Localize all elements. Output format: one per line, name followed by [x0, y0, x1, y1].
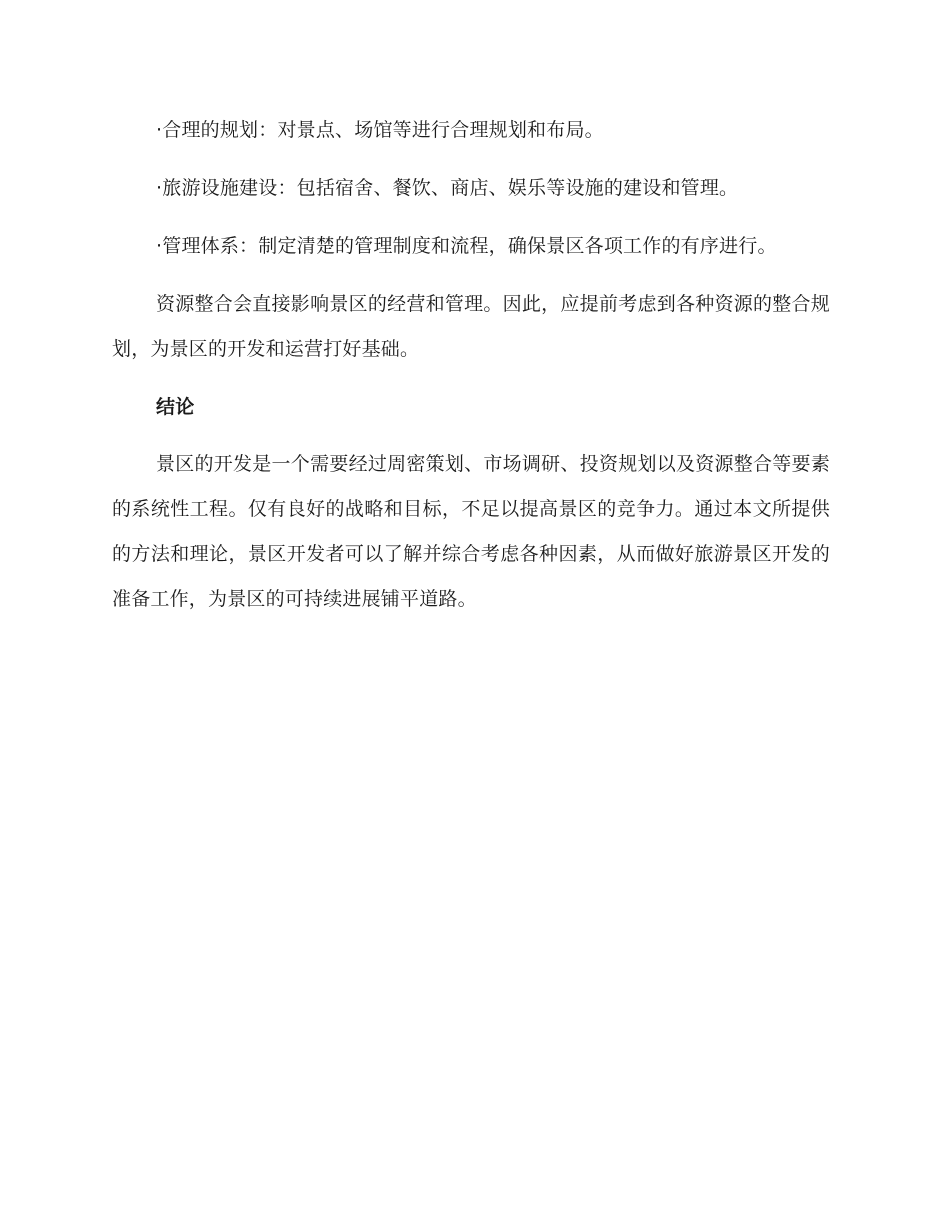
bullet-management: ·管理体系：制定清楚的管理制度和流程，确保景区各项工作的有序进行。	[156, 235, 777, 257]
bullet-planning: ·合理的规划：对景点、场馆等进行合理规划和布局。	[156, 119, 604, 141]
bullet-facilities: ·旅游设施建设：包括宿舍、餐饮、商店、娱乐等设施的建设和管理。	[156, 177, 739, 199]
conclusion-paragraph: 景区的开发是一个需要经过周密策划、市场调研、投资规划以及资源整合等要素的系统性工程。仅有良好的战略和目标，不足以提高景区的竞争力。通过本文所提供的方法和理论，景区开发者可以了解并综合考虑各种因素，从而做好旅游景区开发的准备工作，为景区的可持续进展铺平道路。	[112, 453, 830, 610]
conclusion-heading: 结论	[156, 396, 195, 418]
resource-integration-paragraph: 资源整合会直接影响景区的经营和管理。因此，应提前考虑到各种资源的整合规划，为景区的开发和运营打好基础。	[112, 293, 830, 360]
document-body	[112, 108, 830, 635]
